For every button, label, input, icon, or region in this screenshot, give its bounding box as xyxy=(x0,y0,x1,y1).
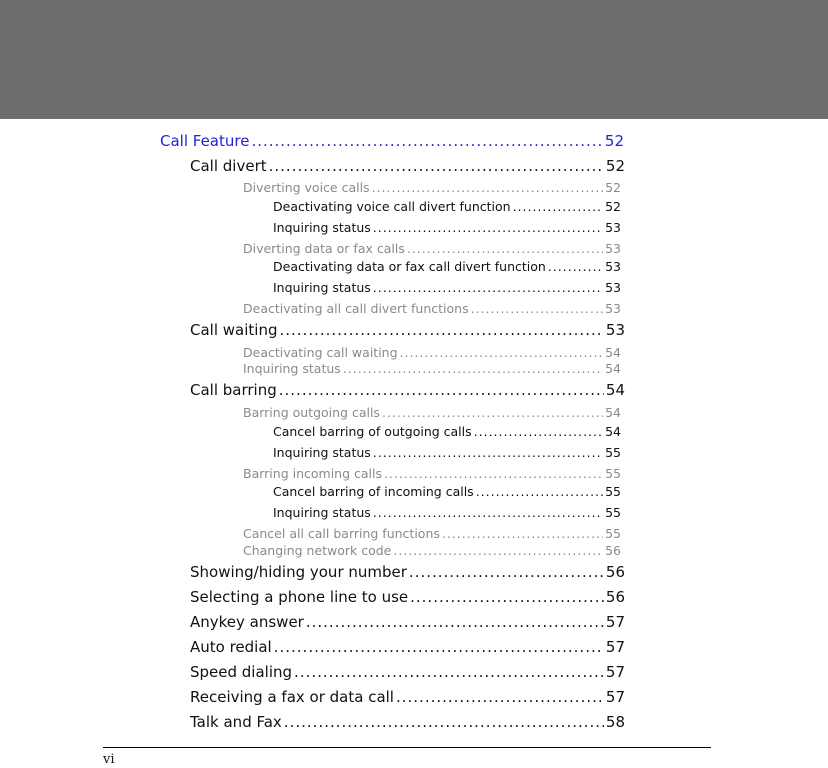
toc-entry-page: 55 xyxy=(605,484,621,499)
toc-entry-page: 52 xyxy=(605,199,621,214)
toc-entry-cancel-barring-incoming[interactable] xyxy=(273,484,621,500)
toc-leader-dots xyxy=(471,301,603,317)
toc-entry-title: Call barring xyxy=(190,381,277,399)
toc-entry-page: 54 xyxy=(605,381,625,399)
toc-leader-dots xyxy=(393,543,603,559)
toc-entry-title: Deactivating call waiting xyxy=(243,345,398,360)
toc-entry-page: 57 xyxy=(605,638,625,656)
toc-leader-dots xyxy=(274,637,604,657)
toc-entry-page: 54 xyxy=(605,405,621,420)
toc-entry-title: Inquiring status xyxy=(273,280,371,295)
toc-entry-showing-hiding-number[interactable] xyxy=(190,562,625,582)
toc-entry-page: 55 xyxy=(605,526,621,541)
toc-entry-page: 55 xyxy=(605,466,621,481)
toc-entry-title: Talk and Fax xyxy=(190,713,282,731)
toc-entry-page: 53 xyxy=(605,301,621,316)
toc-entry-call-waiting[interactable] xyxy=(190,320,625,340)
toc-entry-title: Deactivating all call divert functions xyxy=(243,301,469,316)
toc-entry-page: 53 xyxy=(605,321,625,339)
toc-leader-dots xyxy=(373,220,603,236)
toc-leader-dots xyxy=(513,199,604,215)
toc-leader-dots xyxy=(409,562,604,582)
toc-entry-diverting-voice-calls[interactable] xyxy=(243,180,621,196)
toc-entry-title: Showing/hiding your number xyxy=(190,563,407,581)
toc-leader-dots xyxy=(400,345,604,361)
toc-entry-title: Inquiring status xyxy=(273,445,371,460)
toc-entry-page: 56 xyxy=(605,588,625,606)
toc-leader-dots xyxy=(442,526,603,542)
toc-leader-dots xyxy=(306,612,604,632)
toc-leader-dots xyxy=(251,131,602,151)
page-number: vi xyxy=(103,752,115,767)
toc-leader-dots xyxy=(396,687,604,707)
toc-entry-page: 57 xyxy=(605,613,625,631)
toc-leader-dots xyxy=(269,156,604,176)
toc-entry-title: Selecting a phone line to use xyxy=(190,588,409,606)
toc-entry-inquiring-status[interactable] xyxy=(273,445,621,461)
toc-entry-title: Call waiting xyxy=(190,321,278,339)
toc-entry-page: 52 xyxy=(604,132,624,150)
toc-entry-inquiring-status[interactable] xyxy=(273,220,621,236)
toc-entry-inquiring-status[interactable] xyxy=(243,361,621,377)
toc-entry-deactivating-all-divert[interactable] xyxy=(243,301,621,317)
toc-entry-title: Anykey answer xyxy=(190,613,304,631)
toc-entry-call-barring[interactable] xyxy=(190,380,625,400)
toc-entry-title: Diverting data or fax calls xyxy=(243,241,405,256)
toc-entry-page: 57 xyxy=(605,663,625,681)
toc-entry-title: Call Feature xyxy=(160,132,250,150)
toc-entry-title: Cancel all call barring functions xyxy=(243,526,440,541)
toc-entry-diverting-data-fax-calls[interactable] xyxy=(243,241,621,257)
toc-entry-cancel-all-barring[interactable] xyxy=(243,526,621,542)
toc-entry-call-feature[interactable] xyxy=(160,131,624,151)
toc-entry-page: 53 xyxy=(605,259,621,274)
toc-entry-page: 52 xyxy=(605,180,621,195)
toc-entry-selecting-phone-line[interactable] xyxy=(190,587,625,607)
toc-leader-dots xyxy=(548,259,603,275)
toc-entry-title: Deactivating voice call divert function xyxy=(273,199,511,214)
toc-entry-title: Inquiring status xyxy=(273,220,371,235)
toc-entry-page: 57 xyxy=(605,688,625,706)
toc-entry-title: Deactivating data or fax call divert function xyxy=(273,259,546,274)
toc-entry-talk-and-fax[interactable] xyxy=(190,712,625,732)
toc-entry-cancel-barring-outgoing[interactable] xyxy=(273,424,621,440)
toc-leader-dots xyxy=(284,712,604,732)
toc-entry-title: Diverting voice calls xyxy=(243,180,370,195)
toc-entry-page: 56 xyxy=(605,563,625,581)
toc-leader-dots xyxy=(373,505,603,521)
toc-entry-page: 53 xyxy=(605,241,621,256)
toc-entry-title: Speed dialing xyxy=(190,663,293,681)
toc-entry-speed-dialing[interactable] xyxy=(190,662,625,682)
toc-entry-page: 53 xyxy=(605,280,621,295)
toc-leader-dots xyxy=(279,380,604,400)
toc-leader-dots xyxy=(343,361,603,377)
toc-entry-barring-outgoing-calls[interactable] xyxy=(243,405,621,421)
toc-entry-page: 54 xyxy=(605,424,621,439)
toc-entry-page: 54 xyxy=(605,345,621,360)
toc-entry-title: Barring outgoing calls xyxy=(243,405,380,420)
toc-entry-receiving-fax-data[interactable] xyxy=(190,687,625,707)
toc-leader-dots xyxy=(372,180,604,196)
toc-entry-title: Call divert xyxy=(190,157,267,175)
toc-entry-title: Inquiring status xyxy=(273,505,371,520)
toc-leader-dots xyxy=(373,445,603,461)
footer-rule xyxy=(103,747,711,748)
toc-entry-page: 55 xyxy=(605,445,621,460)
toc-entry-title: Receiving a fax or data call xyxy=(190,688,394,706)
toc-entry-page: 55 xyxy=(605,505,621,520)
toc-entry-deactivating-call-waiting[interactable] xyxy=(243,345,621,361)
toc-entry-page: 56 xyxy=(605,543,621,558)
toc-entry-inquiring-status[interactable] xyxy=(273,505,621,521)
toc-entry-title: Cancel barring of outgoing calls xyxy=(273,424,472,439)
toc-entry-inquiring-status[interactable] xyxy=(273,280,621,296)
toc-entry-anykey-answer[interactable] xyxy=(190,612,625,632)
toc-entry-title: Changing network code xyxy=(243,543,392,558)
toc-leader-dots xyxy=(474,424,603,440)
toc-leader-dots xyxy=(384,466,603,482)
toc-entry-title: Inquiring status xyxy=(243,361,341,376)
toc-entry-auto-redial[interactable] xyxy=(190,637,625,657)
toc-leader-dots xyxy=(407,241,603,257)
toc-leader-dots xyxy=(373,280,603,296)
toc-entry-page: 54 xyxy=(605,361,621,376)
toc-entry-page: 52 xyxy=(605,157,625,175)
toc-entry-changing-network-code[interactable] xyxy=(243,543,621,559)
toc-leader-dots xyxy=(279,320,603,340)
toc-entry-page: 53 xyxy=(605,220,621,235)
toc-entry-title: Barring incoming calls xyxy=(243,466,382,481)
toc-entry-deactivating-voice-call-divert[interactable] xyxy=(273,199,621,215)
toc-entry-call-divert[interactable] xyxy=(190,156,625,176)
toc-entry-deactivating-data-fax-divert[interactable] xyxy=(273,259,621,275)
toc-entry-page: 58 xyxy=(605,713,625,731)
toc-leader-dots xyxy=(294,662,604,682)
toc-leader-dots xyxy=(382,405,603,421)
toc-entry-barring-incoming-calls[interactable] xyxy=(243,466,621,482)
toc-entry-title: Cancel barring of incoming calls xyxy=(273,484,474,499)
toc-leader-dots xyxy=(476,484,603,500)
toc-leader-dots xyxy=(410,587,604,607)
toc-entry-title: Auto redial xyxy=(190,638,272,656)
